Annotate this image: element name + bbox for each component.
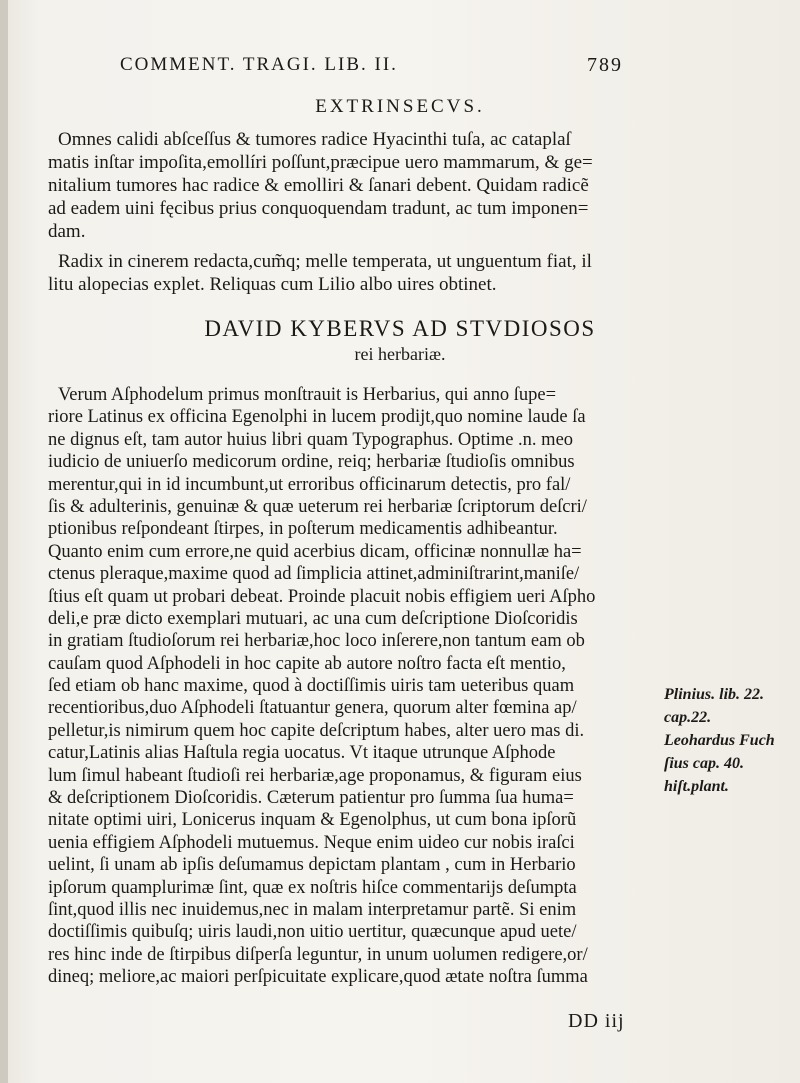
text-line: uenia effigiem Aſphodeli mutuemus. Neque enim uideo cur nobis iraſci (48, 832, 575, 853)
text-line: ad eadem uini fęcibus prius conquoquendam tradunt, ac tum imponen= (48, 198, 589, 219)
text-line: ſtius eſt quam ut probari debeat. Proinde placuit nobis effigiem ueri Aſpho (48, 586, 596, 607)
page-gutter-shadow (0, 0, 8, 1083)
signature-mark: DD iij (568, 1010, 625, 1032)
text-line: matis inſtar impoſita,emollíri poſſunt,præcipue uero mammarum, & ge= (48, 152, 593, 173)
marginal-note (664, 683, 794, 798)
margin-line: Plinius. lib. 22. (664, 686, 765, 703)
text-line: & deſcriptionem Dioſcoridis. Cæterum patientur pro ſumma ſua huma= (48, 788, 574, 809)
text-line: cauſam quod Aſphodeli in hoc capite ab autore noſtro facta eſt mentio, (48, 653, 566, 674)
margin-line: ſius cap. 40. (664, 755, 744, 772)
text-line: merentur,qui in id incumbunt,ut erroribus officinarum detectis, pro fal/ (48, 474, 571, 495)
page-number: 789 (587, 54, 623, 76)
text-line: res hinc inde de ſtirpibus diſperſa leguntur, in unum uolumen redigere,or/ (48, 944, 588, 965)
text-line: dineq; meliore,ac maiori perſpicuitate explicare,quod ætate noſtra ſumma (48, 967, 588, 988)
section-title-extrinsecus: EXTRINSECVS. (315, 96, 485, 117)
text-line: Quanto enim cum errore,ne quid acerbius dicam, officinæ nonnullæ ha= (48, 541, 582, 562)
margin-line: cap.22. (664, 709, 712, 726)
margin-line: hiſt.plant. (664, 778, 729, 795)
section-title-kyberus: DAVID KYBERVS AD STVDIOSOS (204, 316, 596, 341)
text-line: catur,Latinis alias Haſtula regia uocatus. Vt itaque utrunque Aſphode (48, 743, 556, 764)
text-line: Omnes calidi abſceſſus & tumores radice Hyacinthi tuſa, ac cataplaſ (58, 129, 571, 150)
text-line: recentioribus,duo Aſphodeli ſtatuantur genera, quorum alter fœmina ap/ (48, 698, 577, 719)
text-line: ptionibus reſpondeant ſtirpes, in poſterum medicamentis adhibeantur. (48, 519, 558, 540)
section-subtitle: rei herbariæ. (354, 344, 446, 364)
text-line: riore Latinus ex officina Egenolphi in lucem prodijt,quo nomine laude ſa (48, 407, 586, 428)
text-line: litu alopecias explet. Reliquas cum Lilio albo uires obtinet. (48, 274, 497, 295)
text-line: iudicio de uniuerſo medicorum ordine, reiq; herbariæ ſtudioſis omnibus (48, 452, 575, 473)
text-line: nitalium tumores hac radice & emolliri & ſanari debent. Quidam radicẽ (48, 175, 589, 196)
text-line: Radix in cinerem redacta,cum̃q; melle temperata, ut unguentum fiat, il (58, 251, 592, 272)
text-line: Verum Aſphodelum primus monſtrauit is Herbarius, qui anno ſupe= (58, 385, 557, 405)
text-line: in gratiam ſtudioſorum rei herbariæ,hoc loco inſerere,non tantum eam ob (48, 631, 585, 652)
margin-line: Leohardus Fuch (664, 732, 775, 749)
paragraph-3 (48, 384, 658, 989)
text-line: pelletur,is nimirum quem hoc capite deſcriptum habes, alter uero mas di. (48, 720, 585, 741)
paragraph-1 (48, 128, 658, 243)
text-line: uelint, ſi unam ab ipſis deſumamus depictam plantam , cum in Herbario (48, 855, 576, 876)
text-line: ſed etiam ob hanc maxime, quod à doctiſſimis uiris tam ueteribus quam (48, 676, 575, 697)
text-line: ne dignus eſt, tam autor huius libri quam Typographus. Optime .n. meo (48, 429, 574, 450)
paragraph-2 (48, 250, 658, 296)
text-line: ipſorum quamplurimæ ſint, quæ ex noſtris hiſce commentarijs deſumpta (48, 877, 577, 898)
text-line: lum ſimul habeant ſtudioſi rei herbariæ,age proponamus, & figuram eius (48, 765, 582, 786)
text-line: ſis & adulterinis, genuinæ & quæ ueterum rei herbariæ ſcriptorum deſcri/ (48, 496, 587, 517)
text-line: dam. (48, 221, 86, 242)
running-title: COMMENT. TRAGI. LIB. II. (120, 54, 398, 75)
text-line: ſint,quod illis nec inuidemus,nec in malam interpretamur partẽ. Si enim (48, 899, 577, 920)
text-line: doctiſſimis quibuſq; uiris laudi,non uitio uertitur, quæcunque apud uete/ (48, 922, 577, 943)
text-line: ctenus pleraque,maxime quod ad ſimplicia attinet,adminiſtrarint,maniſe/ (48, 564, 580, 585)
text-line: deli,e præ dicto exemplari mutuari, ac una cum deſcriptione Dioſcoridis (48, 608, 578, 629)
text-line: nitate optimi uiri, Lonicerus inquam & Egenolphus, ut cum bona ipſorũ (48, 810, 577, 831)
